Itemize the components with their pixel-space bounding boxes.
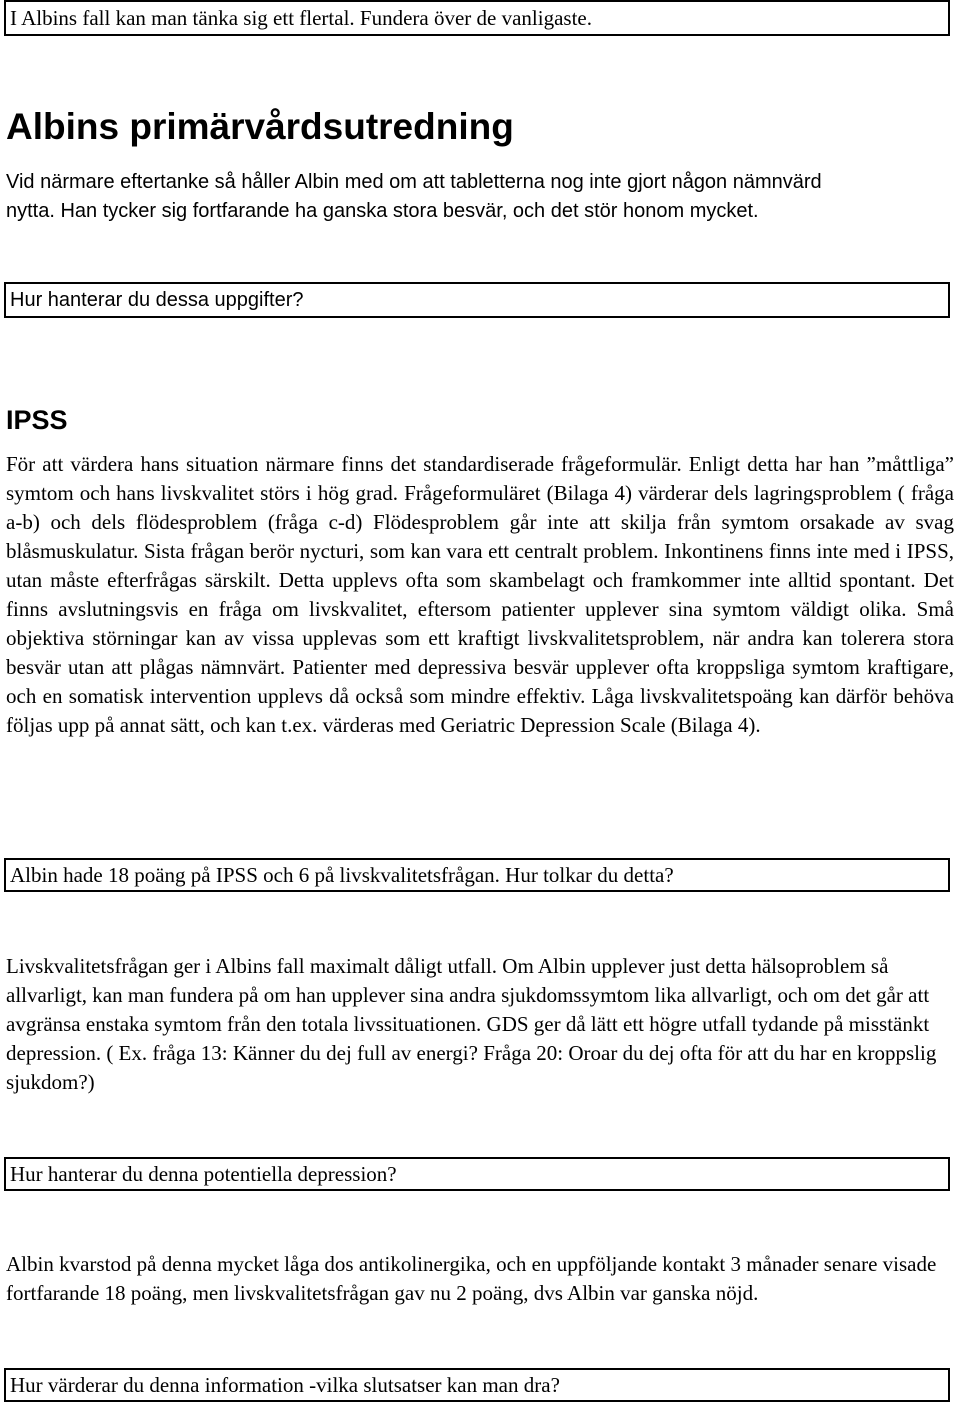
- question-box-ipss-score: [4, 858, 950, 892]
- intro-line-2: nytta. Han tycker sig fortfarande ha ganska stora besvär, och det stör honom mycket.: [6, 200, 759, 222]
- question-text-uppgifter: Hur hanterar du dessa uppgifter?: [10, 289, 304, 311]
- top-question-box: [4, 0, 950, 36]
- intro-line-1: Vid närmare eftertanke så håller Albin med om att tabletterna nog inte gjort någon nämnvärd: [6, 171, 822, 193]
- followup-paragraph: Albin kvarstod på denna mycket låga dos antikolinergika, och en uppföljande kontakt 3 månader senare visade fortfarande 18 poäng, men livskvalitetsfrågan gav nu 2 poäng, dvs Albin var ganska nöjd.: [6, 1252, 937, 1305]
- section-heading-primarvard: Albins primärvårdsutredning: [6, 106, 514, 147]
- question-text-ipss-score: Albin hade 18 poäng på IPSS och 6 på livskvalitetsfrågan. Hur tolkar du detta?: [10, 863, 674, 887]
- livskvalitet-paragraph: Livskvalitetsfrågan ger i Albins fall maximalt dåligt utfall. Om Albin upplever just detta hälsoproblem så allvarligt, kan man fundera på om han upplever sina andra sjukdomssymtom lika allvarligt, och om det går att avgränsa enstaka symtom från den totala livssituationen. GDS ger då lätt ett högre utfall tydande på misstänkt depression. ( Ex. fråga 13: Känner du dej full av energi? Fråga 20: Oroar du dej ofta för att du har en kroppslig sjukdom?): [6, 954, 937, 1094]
- question-box-slutsatser: [4, 1368, 950, 1402]
- question-box-depression: [4, 1157, 950, 1191]
- top-question-text: I Albins fall kan man tänka sig ett flertal. Fundera över de vanligaste.: [10, 6, 592, 30]
- ipss-paragraph: För att värdera hans situation närmare finns det standardiserade frågeformulär. Enligt detta har han ”måttliga” symtom och hans livskvalitet störs i hög grad. Frågeformuläret (Bilaga 4) värderar dels lagringsproblem ( fråga a-b) och dels flödesproblem (fråga c-d) Flödesproblem går inte att skilja från symtom orsakade av svag blåsmuskulatur. Sista frågan berör nycturi, som kan vara ett centralt problem. Inkontinens finns inte med i IPSS, utan måste efterfrågas särskilt. Detta upplevs ofta som skambelagt och framkommer inte alltid spontant. Det finns avslutningsvis en fråga om livskvalitet, eftersom patienter upplever sina symtom väldigt olika. Små objektiva störningar kan av vissa upplevas som ett kraftigt livskvalitetsproblem, när andra kan tolerera stora besvär utan att plågas nämnvärt. Patienter med depressiva besvär upplever ofta kroppsliga symtom kraftigare, och en somatisk intervention upplevs då också som mindre effektiv. Låga livskvalitetspoäng kan därför behöva följas upp på annat sätt, och kan t.ex. värderas med Geriatric Depression Scale (Bilaga 4).: [6, 452, 954, 737]
- question-box-uppgifter: [4, 282, 950, 318]
- question-text-depression: Hur hanterar du denna potentiella depression?: [10, 1162, 397, 1186]
- section-heading-ipss: IPSS: [6, 405, 68, 435]
- question-text-slutsatser: Hur värderar du denna information -vilka slutsatser kan man dra?: [10, 1373, 560, 1397]
- intro-paragraph: [6, 168, 954, 226]
